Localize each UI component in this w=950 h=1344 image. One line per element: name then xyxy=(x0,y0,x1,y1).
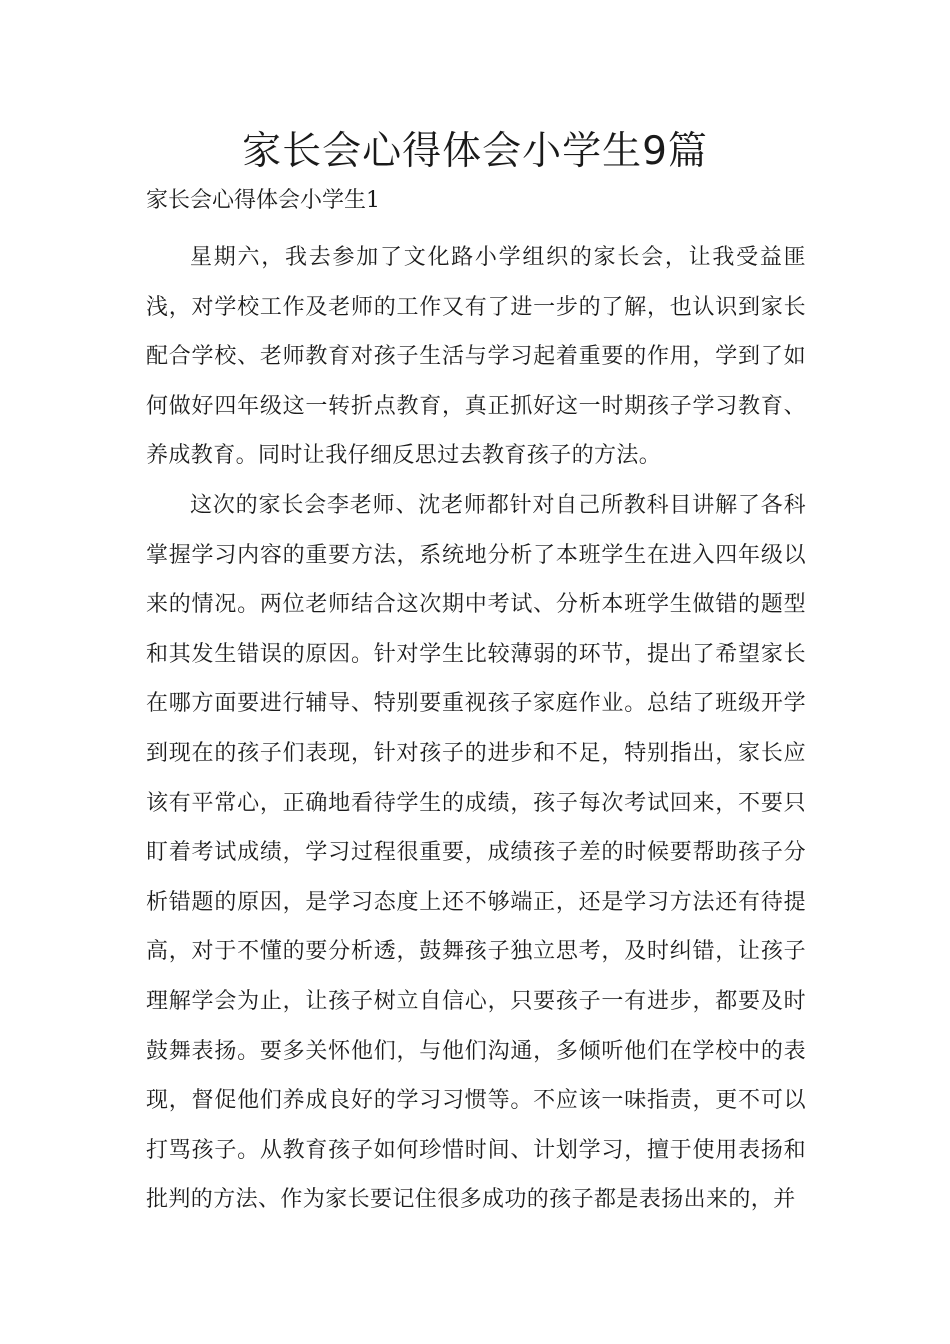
paragraph-2: 这次的家长会李老师、沈老师都针对自己所教科目讲解了各科掌握学习内容的重要方法，系统地分析了本班学生在进入四年级以来的情况。两位老师结合这次期中考试、分析本班学生做错的题型和其发生错误的原因。针对学生比较薄弱的环节，提出了希望家长在哪方面要进行辅导、特别要重视孩子家庭作业。总结了班级开学到现在的孩子们表现，针对孩子的进步和不足，特别指出，家长应该有平常心，正确地看待学生的成绩，孩子每次考试回来，不要只盯着考试成绩，学习过程很重要，成绩孩子差的时候要帮助孩子分析错题的原因，是学习态度上还不够端正，还是学习方法还有待提高，对于不懂的要分析透，鼓舞孩子独立思考，及时纠错，让孩子理解学会为止，让孩子树立自信心，只要孩子一有进步，都要及时鼓舞表扬。要多关怀他们，与他们沟通，多倾听他们在学校中的表现，督促他们养成良好的学习习惯等。不应该一味指责，更不可以打骂孩子。从教育孩子如何珍惜时间、计划学习，擅于使用表扬和批判的方法、作为家长要记住很多成功的孩子都是表扬出来的，并 xyxy=(146,492,806,1213)
paragraph-1: 星期六，我去参加了文化路小学组织的家长会，让我受益匪浅，对学校工作及老师的工作又有了进一步的了解，也认识到家长配合学校、老师教育对孩子生活与学习起着重要的作用，学到了如何做好四年级这一转折点教育，真正抓好这一时期孩子学习教育、养成教育。同时让我仔细反思过去教育孩子的方法。 xyxy=(146,245,806,469)
document-body xyxy=(146,233,806,1225)
document-title: 家长会心得体会小学生9篇 xyxy=(242,129,708,174)
section-heading: 家长会心得体会小学生1 xyxy=(146,188,380,213)
